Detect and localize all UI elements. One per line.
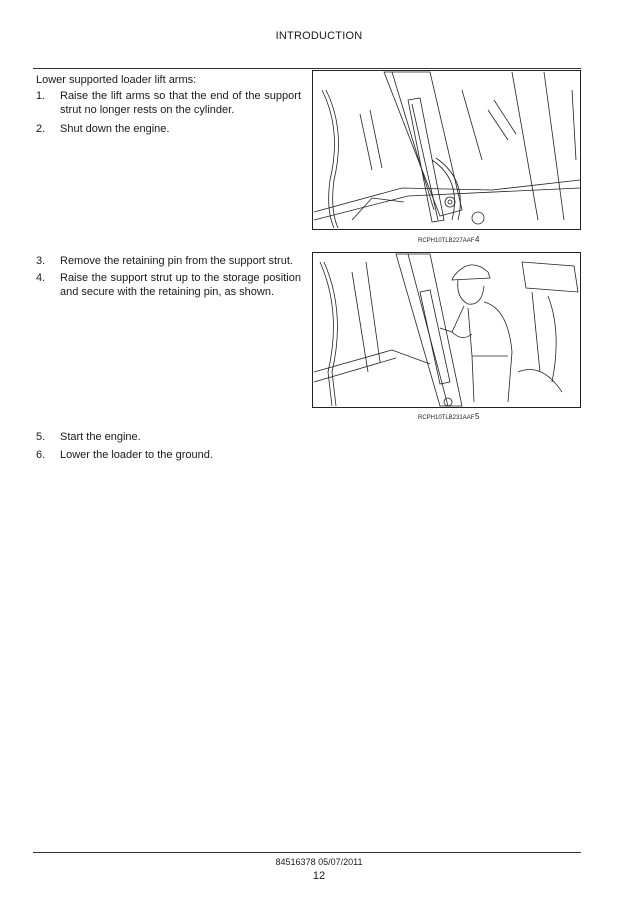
operator-securing-strut-illustration	[312, 252, 581, 427]
step-2	[36, 123, 301, 137]
step-text: Raise the lift arms so that the end of the support strut no longer rests on the cylinder.	[60, 90, 301, 116]
step-6	[36, 449, 301, 463]
page-number: 12	[312, 870, 326, 882]
step-number: 3.	[36, 255, 46, 267]
step-number: 1.	[36, 90, 46, 102]
step-number: 6.	[36, 449, 46, 461]
figure-5	[312, 252, 581, 427]
figure-code: RCPH10TLB231AAF	[418, 415, 475, 421]
figure-code: RCPH10TLB227AAF	[418, 238, 475, 244]
section-title: INTRODUCTION	[275, 30, 363, 42]
figure-number: 5	[475, 412, 480, 421]
step-3	[36, 255, 301, 269]
footer-rule	[33, 852, 581, 853]
step-5	[36, 431, 301, 445]
step-text: Shut down the engine.	[60, 123, 170, 135]
step-text: Lower the loader to the ground.	[60, 449, 213, 461]
document-id-date: 84516378 05/07/2011	[275, 857, 363, 867]
figure-number: 4	[475, 235, 480, 244]
step-text: Raise the support strut up to the storage position and secure with the retaining pin, as shown.	[60, 272, 301, 298]
figure-4	[312, 70, 581, 250]
intro-text: Lower supported loader lift arms:	[36, 74, 197, 86]
step-text: Start the engine.	[60, 431, 141, 443]
loader-strut-illustration	[312, 70, 581, 250]
step-number: 2.	[36, 123, 46, 135]
step-number: 4.	[36, 272, 46, 284]
step-1	[36, 90, 301, 117]
step-number: 5.	[36, 431, 46, 443]
header-rule	[33, 68, 581, 69]
step-4	[36, 272, 301, 299]
step-text: Remove the retaining pin from the support strut.	[60, 255, 293, 267]
